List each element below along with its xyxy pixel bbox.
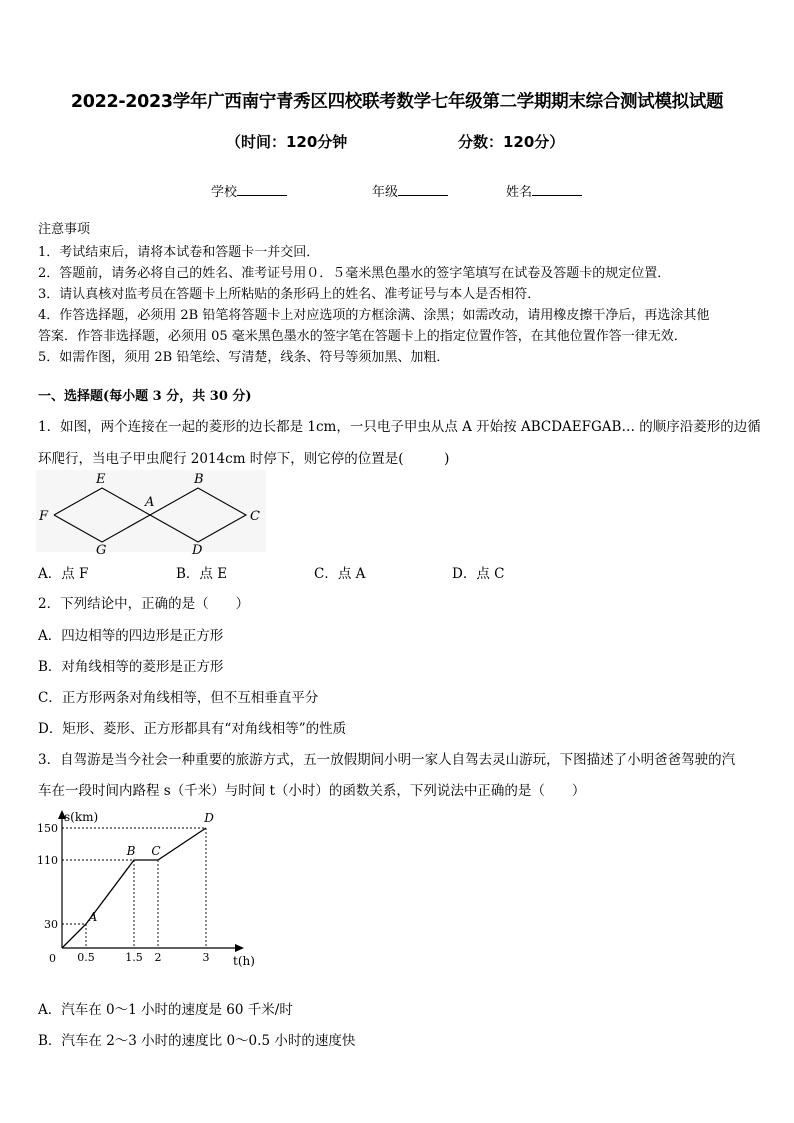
q1-option-c: C．点 A [314,566,366,582]
name-blank [532,183,582,196]
origin-label: 0 [49,952,56,965]
x-tick-label: 3 [202,951,210,964]
q3-option-a: A．汽车在 0～1 小时的速度是 60 千米/时 [38,1002,293,1018]
label-A: A [145,495,155,510]
name-field [506,181,582,200]
exam-score: 分数：120分） [458,133,565,151]
notice-item: 4．作答选择题，必须用 2B 铅笔将答题卡上对应选项的方框涂满、涂黑；如需改动，请用橡皮擦干净后，再选涂其他 [38,308,710,323]
notice-heading: 注意事项 [38,222,91,237]
label-E: E [96,472,106,487]
notice-item: 3．请认真核对监考员在答题卡上所粘贴的条形码上的姓名、准考证号与本人是否相符． [38,287,541,302]
point-label-B: B [126,844,136,858]
school-label: 学校 [211,185,238,200]
section-heading: 一、选择题(每小题 3 分，共 30 分) [38,389,252,404]
q1-option-d: D．点 C [452,566,505,582]
q2-option-b: B．对角线相等的菱形是正方形 [38,659,224,675]
q3-stem-line1: 3．自驾游是当今社会一种重要的旅游方式，五一放假期间小明一家人自驾去灵山游玩，下图描述了小明爸爸驾驶的汽 [38,752,736,768]
q2-stem: 2．下列结论中，正确的是（ ） [38,596,250,612]
grade-blank [398,183,448,196]
q1-option-a: A．点 F [38,566,89,582]
q2-option-c: C．正方形两条对角线相等，但不互相垂直平分 [38,690,319,706]
q2-option-d: D．矩形、菱形、正方形都具有“对角线相等”的性质 [38,721,347,737]
notice-item: 1．考试结束后，请将本试卷和答题卡一并交回． [38,245,320,260]
rhombus-figure [36,470,266,558]
q1-option-b: B．点 E [176,566,228,582]
q3-option-b: B．汽车在 2～3 小时的速度比 0～0.5 小时的速度快 [38,1033,356,1049]
grade-label: 年级 [372,185,399,200]
school-blank [237,183,287,196]
page-title: 2022-2023学年广西南宁青秀区四校联考数学七年级第二学期期末综合测试模拟试题 [70,92,724,112]
y-tick-label: 110 [37,854,58,867]
x-axis-arrow [235,944,244,952]
x-tick-label: 1.5 [125,951,143,964]
point-label-C: C [151,844,161,858]
label-C: C [250,509,260,524]
y-tick-label: 30 [44,918,58,931]
exam-time: （时间：120分钟 [226,133,348,151]
y-tick-label: 150 [37,822,58,835]
name-label: 姓名 [506,185,533,200]
label-G: G [96,543,107,558]
label-D: D [192,543,203,558]
q2-option-a: A．四边相等的四边形是正方形 [38,628,224,644]
label-B: B [194,472,204,487]
x-axis-label: t(h) [233,954,255,968]
grade-field [372,181,448,200]
x-tick-label: 2 [154,951,162,964]
point-label-D: D [204,811,214,825]
notice-item: 2．答题前，请务必将自己的姓名、准考证号用０．５毫米黑色墨水的签字笔填写在试卷及答题卡的规定位置． [38,266,671,281]
school-field [211,181,287,200]
notice-item: 5．如需作图，须用 2B 铅笔绘、写清楚，线条、符号等须加黑、加粗． [38,350,450,365]
q1-stem-line1: 1．如图，两个连接在一起的菱形的边长都是 1cm，一只电子甲虫从点 A 开始按 ABCDAEFGAB… 的顺序沿菱形的边循 [38,419,761,435]
exam-subtitle [0,131,794,153]
x-tick-label: 0.5 [77,951,95,964]
q1-stem-line2: 环爬行，当电子甲虫爬行 2014cm 时停下，则它停的位置是( ) [38,451,450,467]
q3-stem-line2: 车在一段时间内路程 s（千米）与时间 t（小时）的函数关系，下列说法中正确的是（ ） [38,783,586,799]
point-label-A: A [88,910,98,924]
notice-item: 答案．作答非选择题，必须用 05 毫米黑色墨水的签字笔在答题卡上的指定位置作答，在其他位置作答一律无效． [38,329,687,344]
distance-time-chart [30,805,270,975]
label-F: F [39,509,49,524]
y-axis-label: s(km) [64,810,99,824]
